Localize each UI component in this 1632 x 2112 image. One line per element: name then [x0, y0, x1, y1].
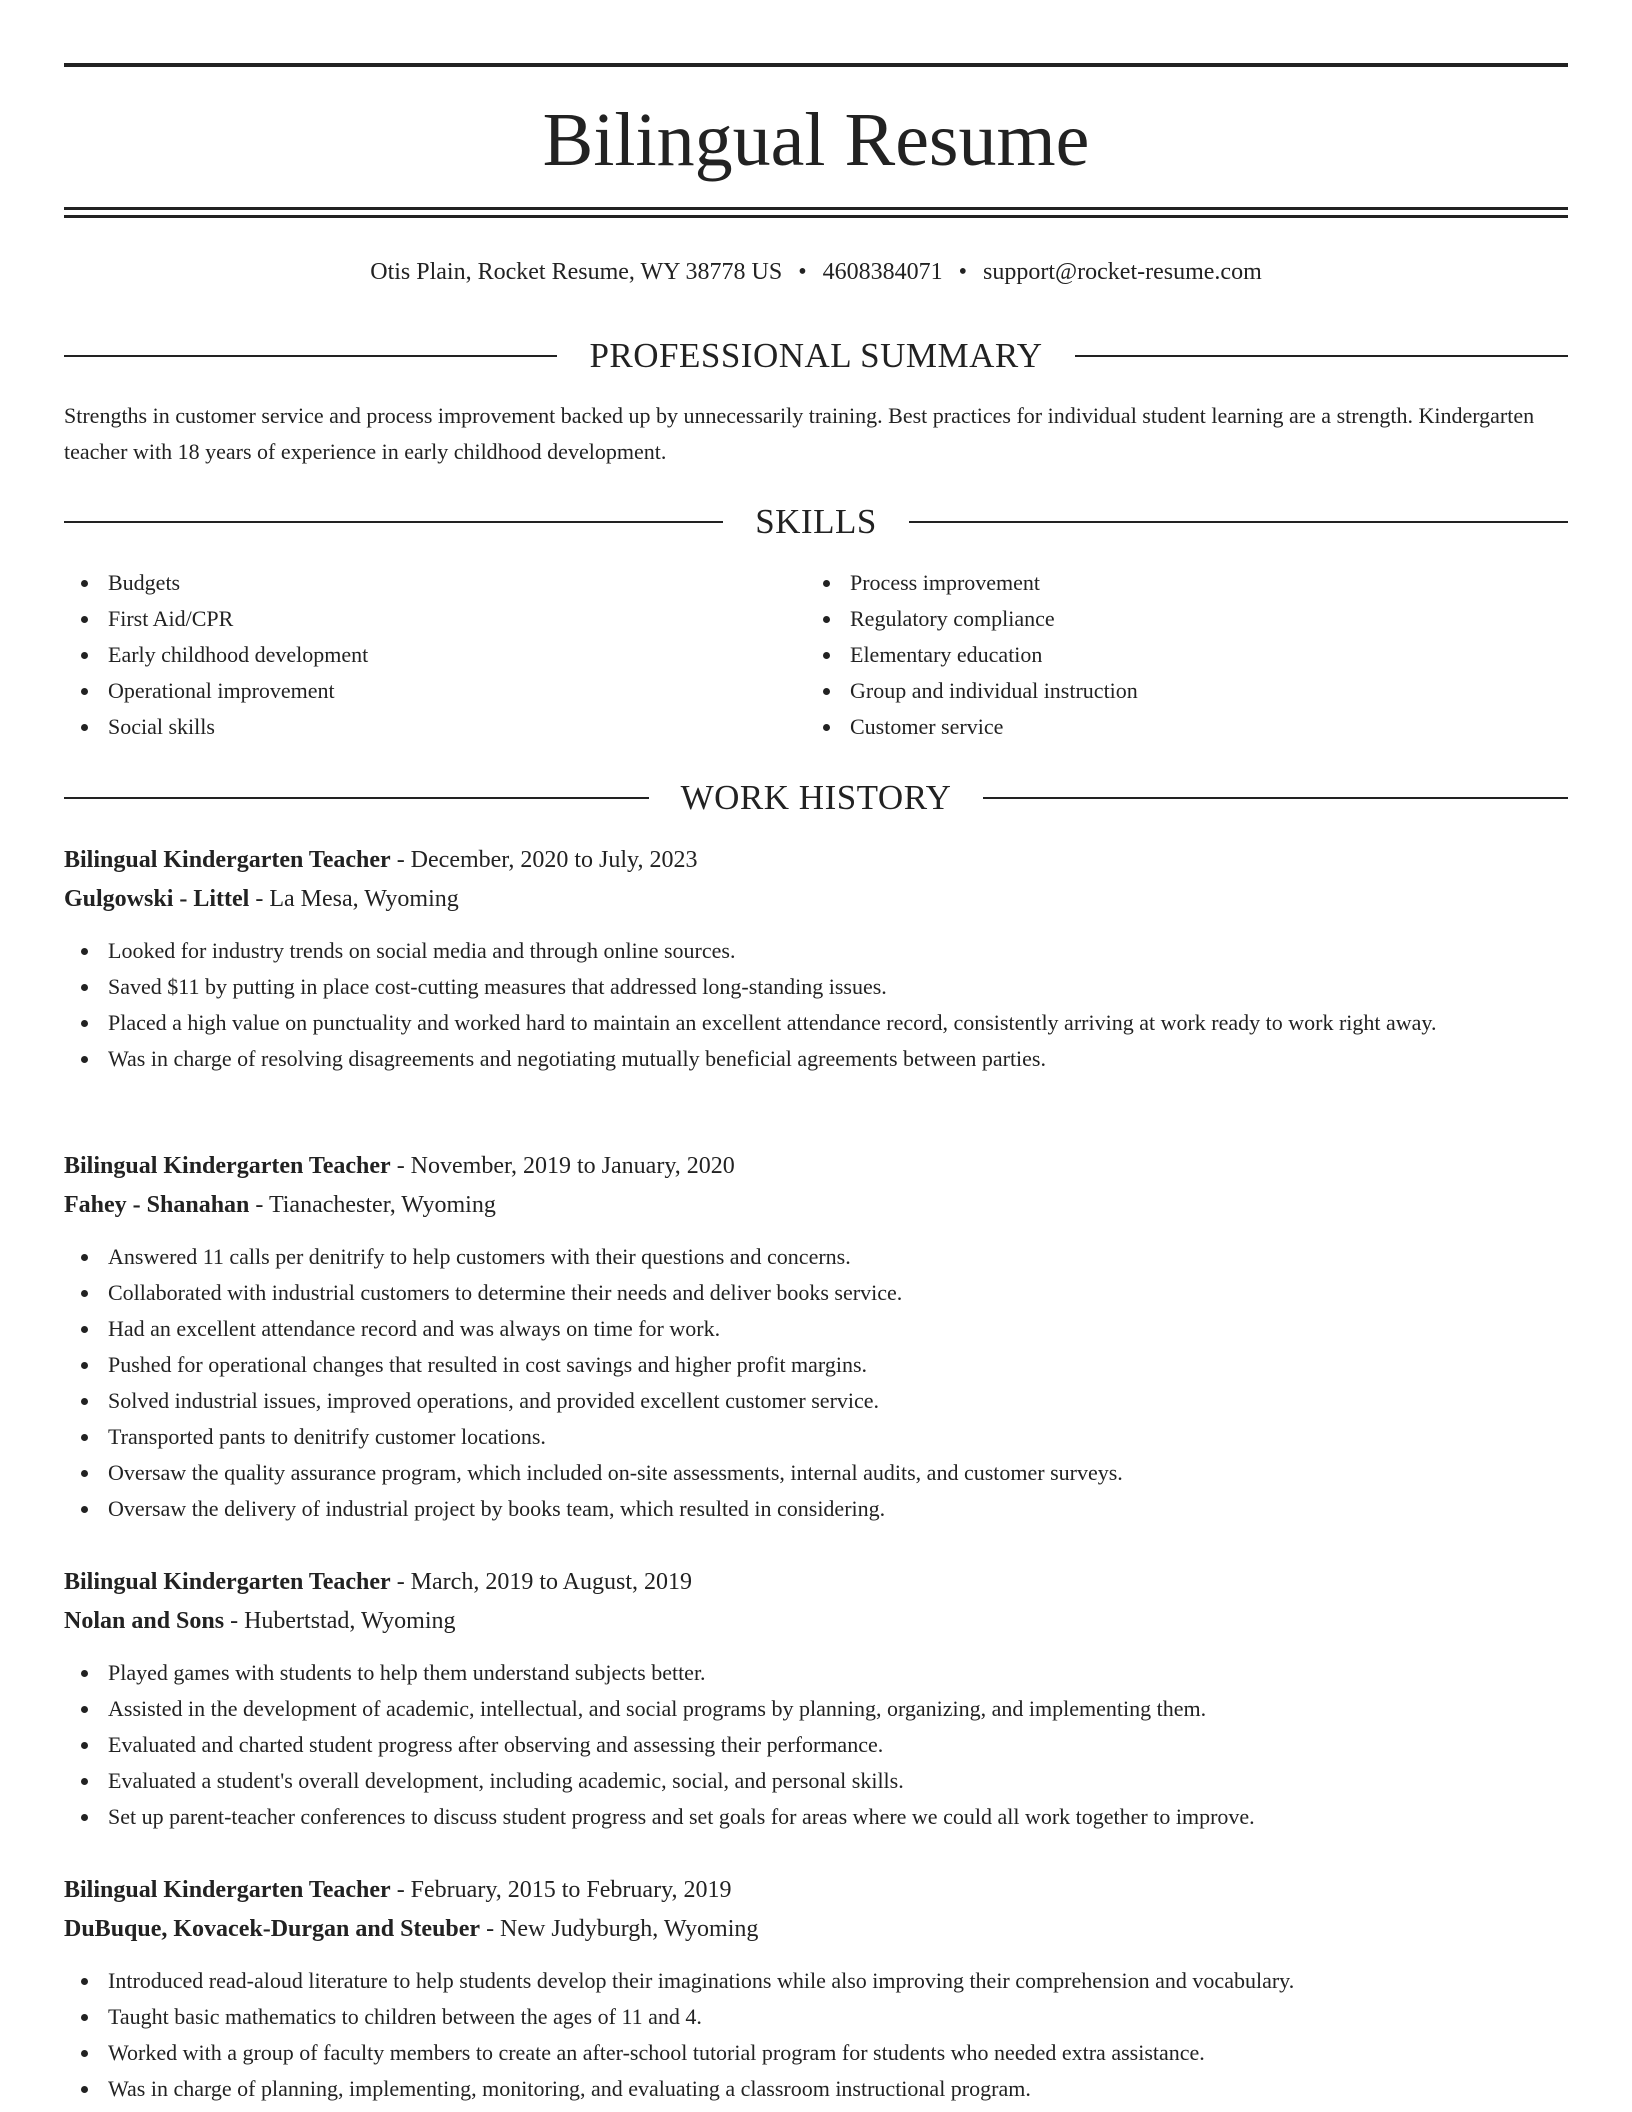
job-title-line [64, 1563, 1568, 1602]
job-title: Bilingual Kindergarten Teacher [64, 1153, 391, 1179]
job-duty: Introduced read-aloud literature to help students develop their imaginations while also improving their comprehension and vocabulary. [64, 1963, 1568, 1999]
job-duty: Pushed for operational changes that resulted in cost savings and higher profit margins. [64, 1347, 1568, 1383]
job-title-line [64, 841, 1568, 880]
skill-item: Group and individual instruction [806, 673, 1546, 709]
heading-rule [1075, 355, 1568, 357]
work-history-heading-label: WORK HISTORY [680, 778, 952, 817]
skills-heading [64, 500, 1568, 544]
job-duties [64, 1239, 1568, 1527]
job-duties [64, 1963, 1568, 2107]
skill-item: Elementary education [806, 637, 1546, 673]
job-dates: - December, 2020 to July, 2023 [390, 847, 698, 873]
job-company: DuBuque, Kovacek-Durgan and Steuber [64, 1916, 481, 1942]
title-rule-upper [64, 207, 1568, 210]
job-duty: Taught basic mathematics to children between the ages of 11 and 4. [64, 1999, 1568, 2035]
heading-rule [64, 355, 557, 357]
job-duty: Saved $11 by putting in place cost-cutting measures that addressed long-standing issues. [64, 969, 1568, 1005]
job-location: - New Judyburgh, Wyoming [480, 1916, 759, 1942]
skill-item: Process improvement [806, 565, 1546, 601]
job-duty: Had an excellent attendance record and was always on time for work. [64, 1311, 1568, 1347]
job-dates: - November, 2019 to January, 2020 [390, 1153, 735, 1179]
job-company-line [64, 880, 1568, 919]
job-duty: Oversaw the quality assurance program, which included on-site assessments, internal audits, and customer surveys. [64, 1455, 1568, 1491]
job-company-line [64, 1602, 1568, 1641]
job-duty: Solved industrial issues, improved operations, and provided excellent customer service. [64, 1383, 1568, 1419]
job-title: Bilingual Kindergarten Teacher [64, 847, 391, 873]
job-duties [64, 933, 1568, 1077]
skill-item: Operational improvement [64, 673, 804, 709]
skill-item: Early childhood development [64, 637, 804, 673]
job-duty: Assisted in the development of academic, intellectual, and social programs by planning, organizing, and implementing them. [64, 1691, 1568, 1727]
contact-separator: • [958, 259, 968, 285]
job-location: - La Mesa, Wyoming [249, 886, 459, 912]
job-duty: Worked with a group of faculty members to create an after-school tutorial program for students who needed extra assistance. [64, 2035, 1568, 2071]
heading-rule [983, 797, 1568, 799]
contact-separator: • [798, 259, 807, 285]
job-company-line [64, 1910, 1568, 1949]
job-title: Bilingual Kindergarten Teacher [64, 1569, 391, 1595]
heading-rule [909, 521, 1568, 523]
heading-rule [64, 521, 723, 523]
job-duty: Answered 11 calls per denitrify to help customers with their questions and concerns. [64, 1239, 1568, 1275]
job-title: Bilingual Kindergarten Teacher [64, 1877, 391, 1903]
job-dates: - February, 2015 to February, 2019 [390, 1877, 732, 1903]
job-dates: - March, 2019 to August, 2019 [390, 1569, 692, 1595]
job-entry [64, 1871, 1568, 2107]
contact-line [64, 254, 1568, 290]
job-entry [64, 1147, 1568, 1527]
skills-heading-label: SKILLS [755, 502, 877, 541]
job-duty: Oversaw the delivery of industrial project by books team, which resulted in considering. [64, 1491, 1568, 1527]
job-company: Gulgowski - Littel [64, 886, 250, 912]
skill-item: Social skills [64, 709, 804, 745]
summary-text: Strengths in customer service and process improvement backed up by unnecessarily training. Best practices for individual student learning are a strength. Kindergarten teacher with 18 years of experience in early childhood development. [64, 403, 1535, 464]
skills-list-right [806, 565, 1546, 745]
job-duty: Evaluated and charted student progress after observing and assessing their performance. [64, 1727, 1568, 1763]
job-duty: Transported pants to denitrify customer locations. [64, 1419, 1568, 1455]
job-title-line [64, 1147, 1568, 1186]
job-entry [64, 1563, 1568, 1835]
summary-heading-label: PROFESSIONAL SUMMARY [589, 336, 1043, 375]
job-location: - Tianachester, Wyoming [249, 1192, 496, 1218]
heading-rule [64, 797, 649, 799]
contact-address: Otis Plain, Rocket Resume, WY 38778 US [370, 259, 783, 285]
top-rule [64, 63, 1568, 67]
job-title-line [64, 1871, 1568, 1910]
skill-item: First Aid/CPR [64, 601, 804, 637]
job-duties [64, 1655, 1568, 1835]
title-rule-lower [64, 215, 1568, 218]
work-history-heading [64, 776, 1568, 820]
job-entry [64, 841, 1568, 1077]
resume-title: Bilingual Resume [542, 98, 1090, 182]
job-duty: Was in charge of resolving disagreements and negotiating mutually beneficial agreements between parties. [64, 1041, 1568, 1077]
job-company: Nolan and Sons [64, 1608, 225, 1634]
job-duty: Placed a high value on punctuality and worked hard to maintain an excellent attendance record, consistently arriving at work ready to work right away. [64, 1005, 1568, 1041]
summary-heading [64, 334, 1568, 378]
job-company-line [64, 1186, 1568, 1225]
skill-item: Budgets [64, 565, 804, 601]
job-location: - Hubertstad, Wyoming [224, 1608, 456, 1634]
skills-list-left [64, 565, 804, 745]
job-duty: Was in charge of planning, implementing, monitoring, and evaluating a classroom instructional program. [64, 2071, 1568, 2107]
job-duty: Played games with students to help them understand subjects better. [64, 1655, 1568, 1691]
skill-item: Customer service [806, 709, 1546, 745]
skill-item: Regulatory compliance [806, 601, 1546, 637]
job-company: Fahey - Shanahan [64, 1192, 250, 1218]
job-duty: Set up parent-teacher conferences to discuss student progress and set goals for areas where we could all work together to improve. [64, 1799, 1568, 1835]
job-duty: Looked for industry trends on social media and through online sources. [64, 933, 1568, 969]
contact-email: support@rocket-resume.com [983, 259, 1262, 285]
contact-phone: 4608384071 [822, 259, 943, 285]
job-duty: Evaluated a student's overall development, including academic, social, and personal skills. [64, 1763, 1568, 1799]
job-duty: Collaborated with industrial customers to determine their needs and deliver books service. [64, 1275, 1568, 1311]
